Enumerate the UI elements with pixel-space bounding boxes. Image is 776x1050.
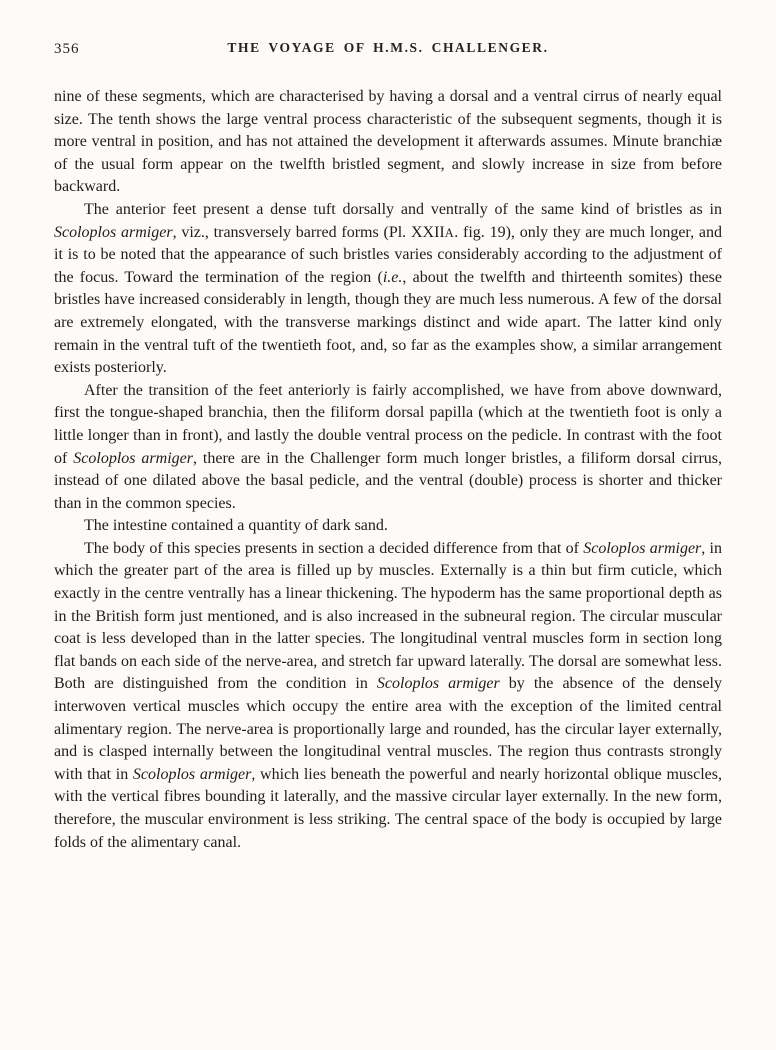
text-run: , about the twelfth and thirteenth somites) these bristles have increased considerably in length, though they are much less numerous. A few of the dorsal are extremely elongated, with the transverse markings distinct and wide apart. The latter kind only remain in the ventral tuft of the twentieth foot, and, so far as the examples show, a similar arrangement exists posteriorly. xyxy=(54,268,723,377)
italic-text-run: Scoloplos armiger xyxy=(73,449,193,467)
italic-text-run: i.e. xyxy=(382,268,403,286)
italic-text-run: Scoloplos armiger xyxy=(583,539,702,557)
paragraph xyxy=(54,199,722,380)
text-run: The intestine contained a quantity of dark sand. xyxy=(84,517,388,535)
paragraph xyxy=(54,86,722,199)
text-run: , viz., transversely barred forms (Pl. XXII xyxy=(172,223,445,241)
text-run: . fig. 19), only they are much longer, and it is to be noted that the appearance of such bristles varies considerably according to the adjustment of the focus. Toward the termination of the region ( xyxy=(54,223,722,286)
text-run: , in which the greater part of the area is filled up by muscles. Externally is a thin but firm cuticle, which exactly in the centre ventrally has a linear thickening. The hypoderm has the same proportional depth as in the British form just mentioned, and is also increased in the subneural region. The circular muscular coat is less developed than in the latter species. The longitudinal ventral muscles form in section long flat bands on each side of the nerve-area, and stretch far upward laterally. The dorsal are somewhat less. Both are distinguished from the condition in xyxy=(54,539,722,693)
smallcap-text-run: A xyxy=(444,225,455,240)
italic-text-run: Scoloplos armiger xyxy=(376,675,500,693)
paragraph xyxy=(54,538,722,854)
paragraph xyxy=(54,380,722,516)
paragraph xyxy=(54,515,722,538)
text-body xyxy=(54,86,722,854)
text-run: The anterior feet present a dense tuft dorsally and ventrally of the same kind of bristles as in xyxy=(84,200,722,218)
page-number: 356 xyxy=(54,41,80,57)
text-run: After the transition of the feet anteriorly is fairly accomplished, we have from above downward, first the tongue-shaped branchia, then the filiform dorsal papilla (which at the twentieth foot is only a little longer than in front), and lastly the double ventral process on the pedicle. In contrast with the foot of xyxy=(54,381,722,467)
text-run: nine of these segments, which are characterised by having a dorsal and a ventral cirrus of nearly equal size. The tenth shows the large ventral process characteristic of the subsequent segments, though it is more ventral in position, and has not attained the development it afterwards assumes. Minute branchiæ of the usual form appear on the twelfth bristled segment, and slowly increase in size from before backward. xyxy=(54,88,722,196)
text-run: , there are in the Challenger form much longer bristles, a filiform dorsal cirrus, instead of one dilated above the basal pedicle, and the ventral (double) process is shorter and thicker than in the common species. xyxy=(54,449,722,512)
running-title: THE VOYAGE OF H.M.S. CHALLENGER. xyxy=(227,40,549,55)
text-run: The body of this species presents in section a decided difference from that of xyxy=(84,539,584,557)
text-run: by the absence of the densely interwoven vertical muscles which occupy the entire area with the exception of the limited central alimentary region. The nerve-area is proportionally large and rounded, has the circular layer externally, and is clasped internally between the longitudinal ventral muscles. The region thus contrasts strongly with that in xyxy=(54,675,722,783)
italic-text-run: Scoloplos armiger xyxy=(132,765,252,783)
text-run: , which lies beneath the powerful and nearly horizontal oblique muscles, with the vertical fibres bounding it laterally, and the massive circular layer externally. In the new form, therefore, the muscular environment is less striking. The central space of the body is occupied by large folds of the alimentary canal. xyxy=(54,765,722,851)
italic-text-run: Scoloplos armiger xyxy=(54,223,173,241)
page-header xyxy=(54,40,722,60)
